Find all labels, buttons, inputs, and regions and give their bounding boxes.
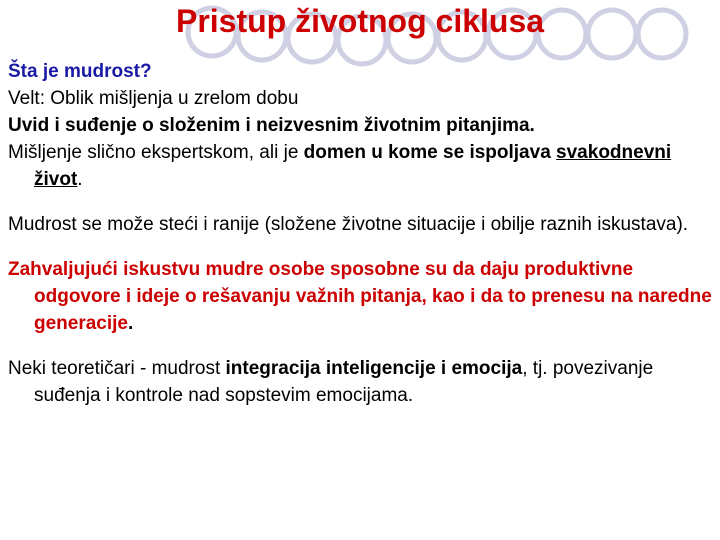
insight-line: Uvid i suđenje o složenim i neizvesnim životnim pitanjima. <box>8 115 535 136</box>
expert-text-underlined: svakodnevni život <box>34 142 672 190</box>
slide-content <box>8 58 716 409</box>
theorists-paragraph <box>8 355 716 409</box>
question-line: Šta je mudrost? <box>8 61 152 82</box>
theorists-text-c: , tj. povezivanje suđenja i kontrole nad sopstevim emocijama. <box>34 358 654 406</box>
page-title: Pristup životnog ciklusa <box>175 3 545 39</box>
definition-line: Velt: Oblik mišljenja u zrelom dobu <box>8 88 299 109</box>
experience-text-end: . <box>128 313 134 334</box>
experience-text: Zahvaljujući iskustvu mudre osobe sposobne su da daju produktivne odgovore i ideje o rešavanju važnih pitanja, kao i da to prenesu na naredne generacije <box>8 259 712 334</box>
expert-thinking-paragraph <box>8 139 716 193</box>
expert-text-end: . <box>77 169 83 190</box>
theorists-text-bold: integracija inteligencije i emocija <box>225 358 523 379</box>
theorists-text-a: Neki teoretičari - mudrost <box>8 358 226 379</box>
early-wisdom-paragraph: Mudrost se može steći i ranije (složene životne situacije i obilje raznih iskustava). <box>8 214 689 235</box>
experience-paragraph <box>8 256 716 337</box>
expert-text-a: Mišljenje slično ekspertskom, ali je <box>8 142 304 163</box>
expert-text-bold: domen u kome se ispoljava <box>303 142 557 163</box>
